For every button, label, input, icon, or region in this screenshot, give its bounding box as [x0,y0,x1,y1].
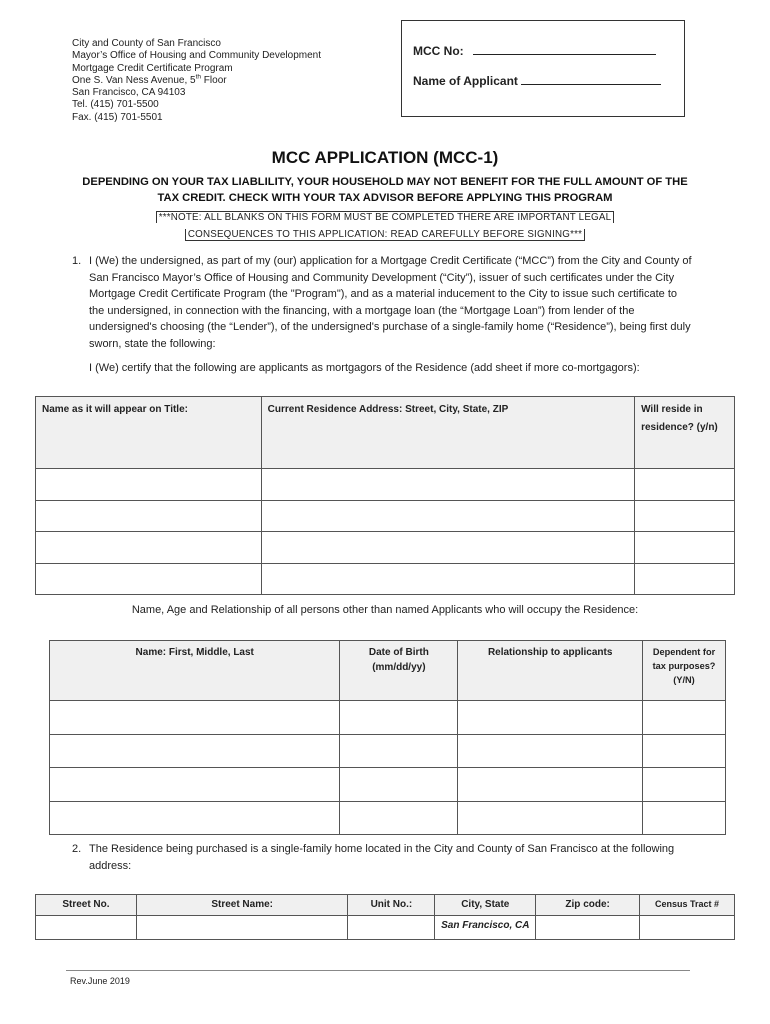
certify-statement: I (We) certify that the following are applicants as mortgagors of the Residence (add sheet if more co-mortgagors): [89,362,640,374]
table-cell[interactable] [643,801,726,835]
table-cell[interactable] [36,563,262,595]
section-1 [72,253,692,352]
table-row [36,563,735,595]
table-header-row [50,641,726,701]
column-header: Zip code: [536,895,640,916]
form-title: MCC APPLICATION (MCC-1) [271,148,499,167]
table-cell[interactable] [635,500,735,532]
ordinal-suffix: th [195,73,202,81]
column-header: Dependent for tax purposes? (Y/N) [643,641,726,701]
table-cell[interactable] [635,563,735,595]
table-cell[interactable] [261,532,634,564]
unit-no-cell[interactable] [348,916,435,940]
table-cell[interactable] [635,469,735,501]
table-cell[interactable] [261,563,634,595]
table-cell[interactable] [458,768,643,802]
table-cell[interactable] [340,768,458,802]
column-header: Date of Birth (mm/dd/yy) [340,641,458,701]
agency-line: Mortgage Credit Certificate Program [72,62,233,74]
legal-note [0,209,770,243]
section-2-text: The Residence being purchased is a single-family home located in the City and County of San Francisco at the following address: [89,843,675,872]
mcc-no-field[interactable] [473,44,656,55]
table-cell[interactable] [458,701,643,735]
table-row [36,916,735,940]
table-cell[interactable] [458,734,643,768]
table-cell[interactable] [635,532,735,564]
table-row [50,734,726,768]
table-cell[interactable] [50,768,340,802]
agency-address-line [72,75,321,87]
column-header: Name: First, Middle, Last [50,641,340,701]
column-header: Street No. [36,895,137,916]
section-1-text: I (We) the undersigned, as part of my (our) application for a Mortgage Credit Certificate (“MCC”) from the City and County of San Francisco Mayor’s Office of Housing and Community Development (“City”), issuer of such certificates under the City Mortgage Credit Certificate Program (the "Program"), and as a material inducement to the City to issue such certificate to the undersigned, in connection with the financing, with a mortgage loan (the “Mortgage Loan”) from lender of the undersigned's choosing (the “Lender”), of the undersigned's purchase of a single-family home (“Residence”), being first duly sworn, state the following: [89,255,692,350]
footer-divider [66,970,690,971]
mcc-no-row [413,44,656,58]
column-header: Census Tract # [640,895,735,916]
section-2 [72,841,702,875]
tax-warning [60,175,710,206]
table-header-row [36,895,735,916]
section-number: 2. [72,843,82,855]
table-cell[interactable] [643,734,726,768]
street-no-cell[interactable] [36,916,137,940]
agency-line: San Francisco, CA 94103 [72,87,186,99]
table-cell[interactable] [36,500,262,532]
legal-note-line: ***NOTE: ALL BLANKS ON THIS FORM MUST BE COMPLETED THERE ARE IMPORTANT LEGAL [156,211,615,223]
mcc-no-label: MCC No: [413,44,464,58]
table-row [50,768,726,802]
column-header: Unit No.: [348,895,435,916]
agency-phone: Tel. (415) 701-5500 [72,99,159,111]
residence-address-table [35,894,735,940]
column-header: Name as it will appear on Title: [36,397,262,469]
table-cell[interactable] [261,469,634,501]
table-cell[interactable] [261,500,634,532]
agency-line: City and County of San Francisco [72,38,221,49]
census-tract-cell[interactable] [640,916,735,940]
legal-note-line: CONSEQUENCES TO THIS APPLICATION: READ CAREFULLY BEFORE SIGNING*** [185,229,585,241]
column-header: Current Residence Address: Street, City, State, ZIP [261,397,634,469]
table-header-row [36,397,735,469]
table-cell[interactable] [340,734,458,768]
agency-fax: Fax. (415) 701-5501 [72,111,163,123]
agency-address-block [72,38,321,124]
agency-line: Mayor’s Office of Housing and Community Development [72,50,322,62]
table-cell[interactable] [36,532,262,564]
tax-warning-line: DEPENDING ON YOUR TAX LIABLILITY, YOUR HOUSEHOLD MAY NOT BENEFIT FOR THE FULL AMOUNT OF THE [82,176,688,188]
street-name-cell[interactable] [136,916,348,940]
table-row [36,500,735,532]
column-header: Street Name: [136,895,348,916]
revision-date: Rev.June 2019 [70,976,130,986]
agency-street: One S. Van Ness Avenue, 5 [72,74,196,86]
table-row [50,801,726,835]
column-header: City, State [435,895,536,916]
agency-floor: Floor [201,74,227,86]
tax-warning-line: TAX CREDIT. CHECK WITH YOUR TAX ADVISOR BEFORE APPLYING THIS PROGRAM [157,191,613,204]
applicant-name-field[interactable] [521,74,661,85]
table-cell[interactable] [340,801,458,835]
applicant-name-label: Name of Applicant [413,74,518,88]
section-number: 1. [72,255,82,267]
occupants-table [49,640,726,835]
zip-code-cell[interactable] [536,916,640,940]
table-cell[interactable] [643,768,726,802]
applicants-table [35,396,735,595]
occupants-intro: Name, Age and Relationship of all persons other than named Applicants who will occupy the Residence: [131,604,639,616]
table-cell[interactable] [50,734,340,768]
table-cell[interactable] [340,701,458,735]
table-cell[interactable] [643,701,726,735]
table-row [36,532,735,564]
table-cell[interactable] [50,801,340,835]
city-state-cell: San Francisco, CA [435,916,536,940]
table-row [36,469,735,501]
column-header: Relationship to applicants [458,641,643,701]
table-cell[interactable] [458,801,643,835]
table-row [50,701,726,735]
table-cell[interactable] [50,701,340,735]
table-cell[interactable] [36,469,262,501]
mcc-number-box [401,20,685,117]
applicant-name-row [413,74,661,88]
column-header: Will reside in residence? (y/n) [635,397,735,469]
